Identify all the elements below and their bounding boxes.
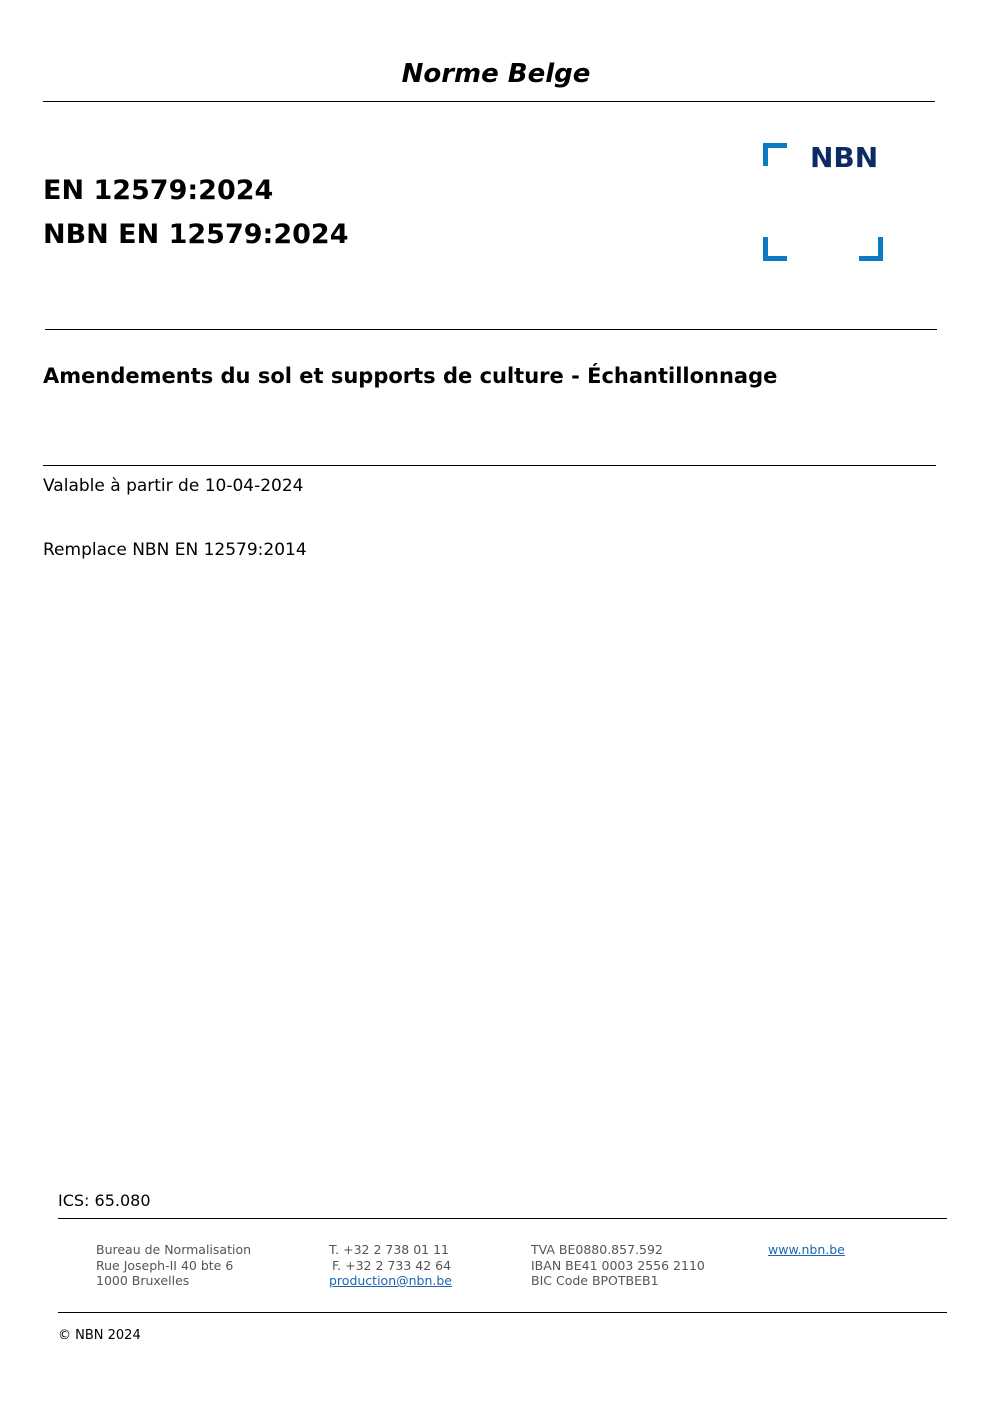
footer-bottom-rule (58, 1312, 947, 1313)
address-line: Rue Joseph-II 40 bte 6 (96, 1257, 234, 1273)
ics-code: ICS: 65.080 (58, 1191, 151, 1210)
email-link[interactable]: production@nbn.be (329, 1273, 452, 1288)
website-link[interactable]: www.nbn.be (768, 1242, 845, 1257)
bic-code: BIC Code BPOTBEB1 (531, 1273, 659, 1288)
logo-bracket-bottom-left (763, 237, 787, 261)
fax-number: F. +32 2 733 42 64 (332, 1257, 452, 1273)
address-line: 1000 Bruxelles (96, 1273, 190, 1288)
logo-text: NBN (810, 141, 879, 174)
footer-top-rule (58, 1218, 947, 1219)
title-rule (43, 465, 936, 466)
vat-number: TVA BE0880.857.592 (531, 1242, 663, 1257)
phone-number: T. +32 2 738 01 11 (329, 1242, 449, 1257)
footer-bank-info (531, 1242, 705, 1289)
document-title: Amendements du sol et supports de culture - Échantillonnage (43, 364, 778, 388)
address-line: Bureau de Normalisation (96, 1242, 252, 1257)
iban-number: IBAN BE41 0003 2556 2110 (531, 1257, 705, 1273)
standard-rule (45, 329, 937, 330)
en-standard-number: EN 12579:2024 (43, 175, 274, 206)
footer-address (96, 1242, 251, 1289)
footer-website (768, 1242, 845, 1258)
copyright-notice: © NBN 2024 (58, 1328, 141, 1343)
header-title: Norme Belge (401, 59, 591, 89)
header-rule (43, 101, 935, 102)
valid-from-date: Valable à partir de 10-04-2024 (43, 476, 304, 496)
footer-contact (329, 1242, 452, 1289)
nbn-logo (760, 140, 886, 265)
replaces-standard: Remplace NBN EN 12579:2014 (43, 540, 307, 560)
logo-bracket-top-left (763, 143, 787, 166)
logo-bracket-bottom-right (859, 237, 883, 261)
nbn-standard-number: NBN EN 12579:2024 (43, 219, 349, 250)
